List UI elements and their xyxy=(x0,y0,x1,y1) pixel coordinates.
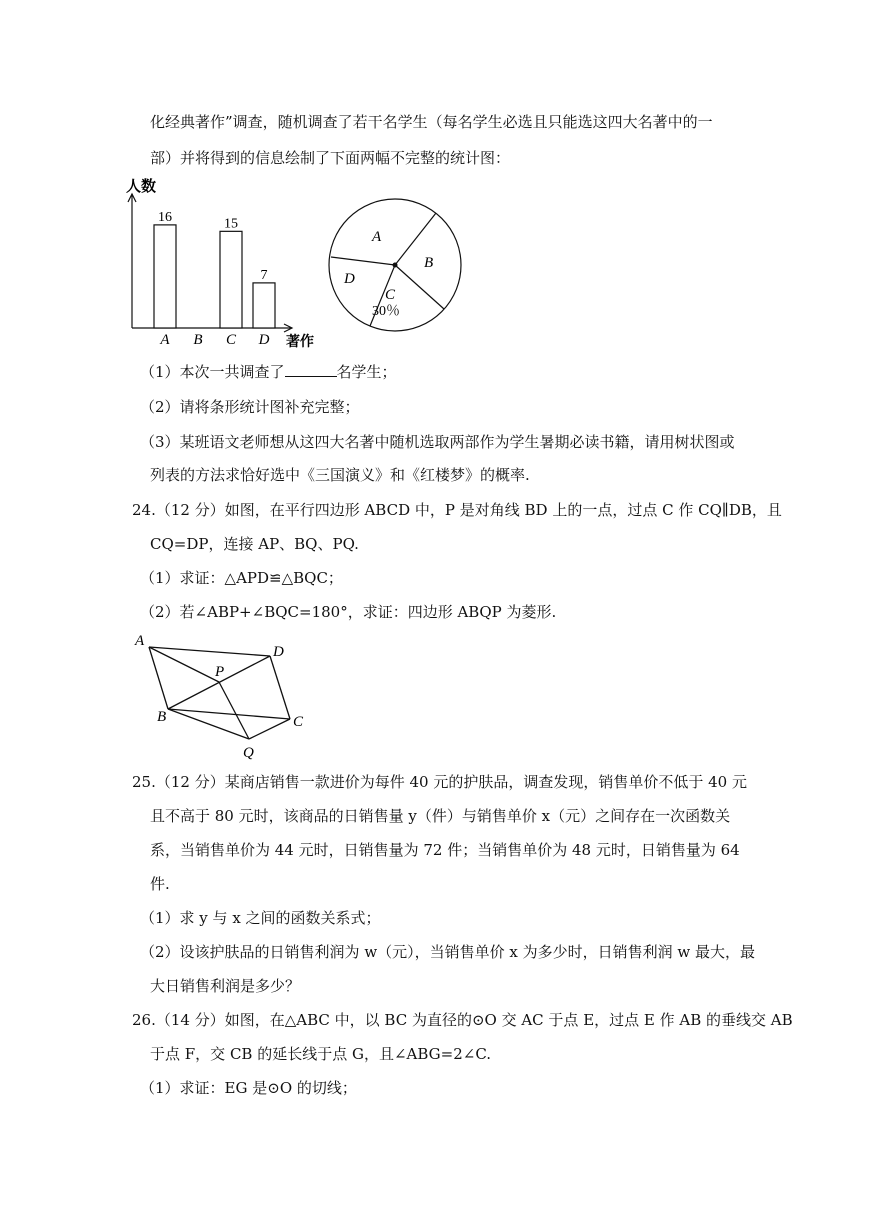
answer-blank[interactable] xyxy=(285,362,337,377)
parallelogram-figure xyxy=(125,625,325,765)
segment-AB xyxy=(149,647,168,709)
pie-label-C: C xyxy=(385,287,396,303)
pie-divider-B-C xyxy=(395,265,444,309)
bar-chart-ylabel: 人数 xyxy=(126,179,157,195)
point-label-C: C xyxy=(293,714,304,730)
q25-part1: （1）求 y 与 x 之间的函数关系式； xyxy=(140,909,381,927)
q26-line-2: 于点 F，交 CB 的延长线于点 G，且∠ABG=2∠C. xyxy=(150,1045,492,1063)
bar-C xyxy=(220,231,242,328)
segment-AD xyxy=(149,647,270,656)
q25-line-1: 25.（12 分）某商店销售一款进价为每件 40 元的护肤品，调查发现，销售单价不低于 40 元 xyxy=(132,773,747,791)
q26-part1: （1）求证：EG 是⊙O 的切线； xyxy=(140,1079,357,1097)
q25-line-2: 且不高于 80 元时，该商品的日销售量 y（件）与销售单价 x（元）之间存在一次函数关 xyxy=(150,807,731,825)
q23-part2: （2）请将条形统计图补充完整； xyxy=(140,398,360,416)
pie-divider-D-A xyxy=(331,257,395,265)
x-tick-label-C: C xyxy=(225,332,237,348)
q25-line-4: 件. xyxy=(150,875,170,893)
q25-part2-line-1: （2）设该护肤品的日销售利润为 w（元），当销售单价 x 为多少时，日销售利润 w 最大，最 xyxy=(140,943,756,961)
q24-part2: （2）若∠ABP+∠BQC=180°，求证：四边形 ABQP 为菱形. xyxy=(140,603,557,621)
pie-label-A: A xyxy=(372,229,382,245)
segment-BC xyxy=(168,709,290,719)
bar-D xyxy=(253,283,275,328)
intro-line-2: 部）并将得到的信息绘制了下面两幅不完整的统计图： xyxy=(150,149,511,167)
point-label-D: D xyxy=(273,644,284,660)
bar-value-label-D: 7 xyxy=(260,267,268,283)
q24-line-1: 24.（12 分）如图，在平行四边形 ABCD 中，P 是对角线 BD 上的一点，过点 C 作 CQ∥DB，且 xyxy=(132,501,782,519)
segment-DC xyxy=(270,656,290,719)
q23-part3-line-2: 列表的方法求恰好选中《三国演义》和《红楼梦》的概率. xyxy=(150,466,530,484)
segment-BQ xyxy=(168,709,249,739)
q25-line-3: 系，当销售单价为 44 元时，日销售量为 72 件；当销售单价为 48 元时，日销售量为 64 xyxy=(150,841,740,859)
q24-line-2: CQ=DP，连接 AP、BQ、PQ. xyxy=(150,535,359,553)
point-label-Q: Q xyxy=(243,745,254,761)
q23-part3-line-1: （3）某班语文老师想从这四大名著中随机选取两部作为学生暑期必读书籍，请用树状图或 xyxy=(140,433,735,451)
bar-chart xyxy=(120,172,320,350)
pie-center xyxy=(393,263,398,268)
q23-part1-text-before: （1）本次一共调查了 xyxy=(140,363,285,381)
q25-part2-line-2: 大日销售利润是多少？ xyxy=(150,977,301,995)
pie-label-B: B xyxy=(424,255,434,271)
segment-AP xyxy=(149,647,219,682)
q24-part1: （1）求证：△APD≌△BQC； xyxy=(140,569,343,587)
x-tick-label-A: A xyxy=(160,332,170,348)
pie-chart xyxy=(320,195,470,345)
bar-A xyxy=(154,225,176,328)
bar-chart-bars xyxy=(154,210,275,348)
q26-line-1: 26.（14 分）如图，在△ABC 中，以 BC 为直径的⊙O 交 AC 于点 E，过点 E 作 AB 的垂线交 AB xyxy=(132,1011,793,1029)
pie-label-C-percent: 30％ xyxy=(372,304,400,319)
q23-part1-text-after: 名学生； xyxy=(336,363,397,381)
bar-value-label-C: 15 xyxy=(224,216,238,232)
bar-chart-xlabel: 著作 xyxy=(286,335,314,350)
x-tick-label-D: D xyxy=(258,332,270,348)
q23-part1 xyxy=(140,362,397,382)
intro-line-1: 化经典著作”调查，随机调查了若干名学生（每名学生必选且只能选这四大名著中的一 xyxy=(150,113,713,131)
point-label-P: P xyxy=(215,664,225,680)
segment-CQ xyxy=(249,719,290,739)
point-label-A: A xyxy=(135,633,145,649)
bar-value-label-A: 16 xyxy=(158,209,172,225)
segment-PQ xyxy=(219,682,249,739)
pie-label-D: D xyxy=(344,271,355,287)
x-tick-label-B: B xyxy=(193,332,203,348)
point-label-B: B xyxy=(157,709,167,725)
